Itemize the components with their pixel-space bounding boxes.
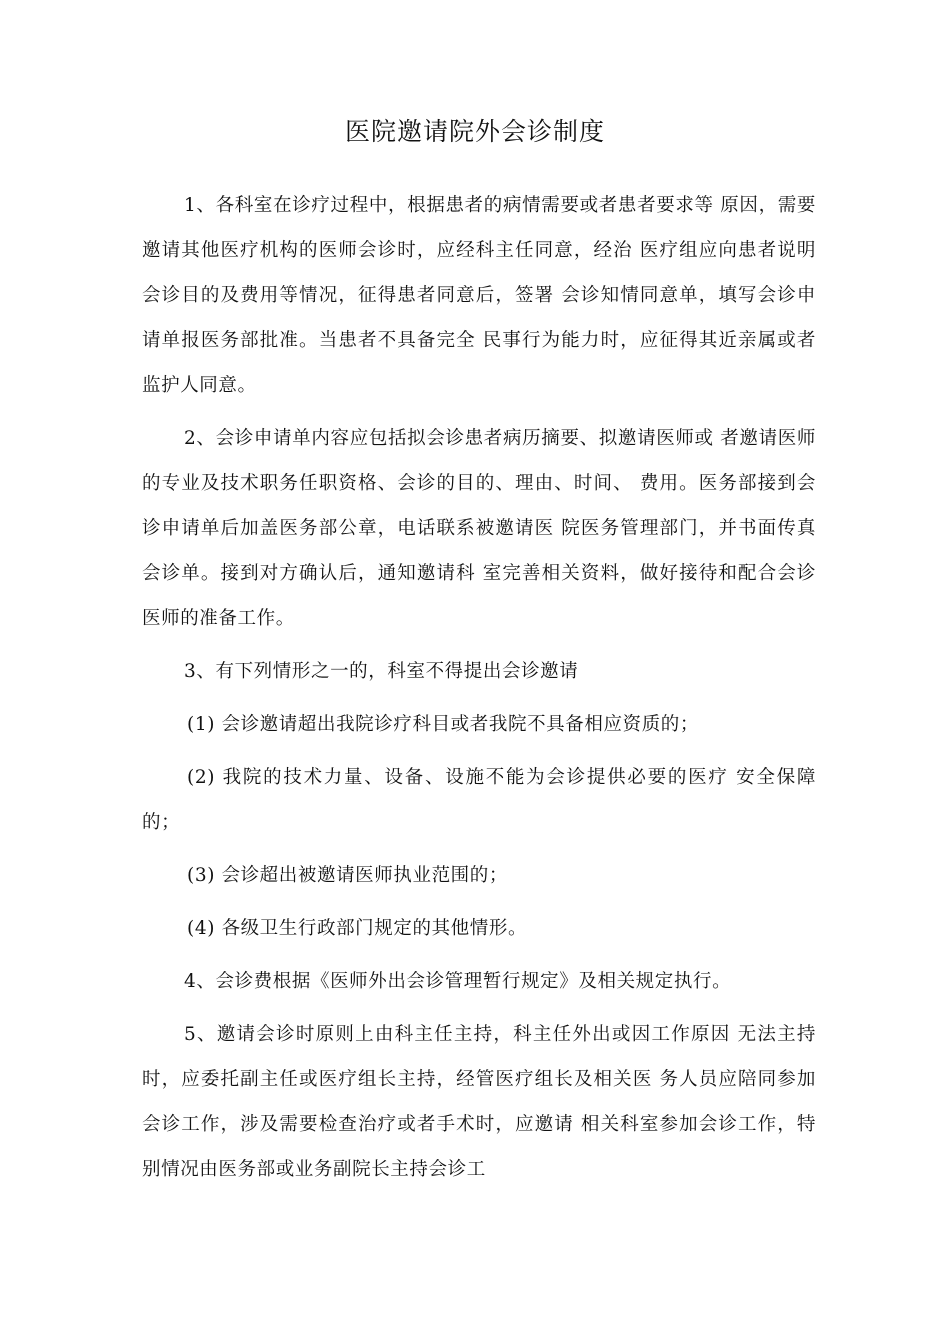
- paragraph-2: 2、会诊申请单内容应包括拟会诊患者病历摘要、拟邀请医师或 者邀请医师的专业及技术职务任职资格、会诊的目的、理由、时间、 费用。医务部接到会诊申请单后加盖医务部公章，电话联系被邀请医 院医务管理部门，并书面传真会诊单。接到对方确认后，通知邀请科 室完善相关资料，做好接待和配合会诊医师的准备工作。: [142, 428, 816, 629]
- document-title: 医院邀请院外会诊制度: [344, 117, 605, 146]
- list-item-3: (3) 会诊超出被邀请医师执业范围的；: [187, 865, 508, 886]
- paragraph-4: 4、会诊费根据《医师外出会诊管理暂行规定》及相关规定执行。: [184, 971, 732, 992]
- list-item-2: (2) 我院的技术力量、设备、设施不能为会诊提供必要的医疗 安全保障的；: [142, 767, 816, 833]
- paragraph-5: 5、邀请会诊时原则上由科主任主持，科主任外出或因工作原因 无法主持时，应委托副主任或医疗组长主持，经管医疗组长及相关医 务人员应陪同参加会诊工作，涉及需要检查治疗或者手术时，应邀请 相关科室参加会诊工作，特别情况由医务部或业务副院长主持会诊工: [142, 1024, 816, 1180]
- list-item-4: (4) 各级卫生行政部门规定的其他情形。: [187, 918, 528, 939]
- list-item-1: (1) 会诊邀请超出我院诊疗科目或者我院不具备相应资质的；: [187, 714, 699, 735]
- paragraph-3: 3、有下列情形之一的，科室不得提出会诊邀请: [184, 661, 579, 682]
- paragraph-1: 1、各科室在诊疗过程中，根据患者的病情需要或者患者要求等 原因，需要邀请其他医疗机构的医师会诊时，应经科主任同意，经治 医疗组应向患者说明会诊目的及费用等情况，征得患者同意后，签署 会诊知情同意单，填写会诊申请单报医务部批准。当患者不具备完全 民事行为能力时，应征得其近亲属或者监护人同意。: [142, 195, 816, 396]
- document-body: [142, 183, 816, 1192]
